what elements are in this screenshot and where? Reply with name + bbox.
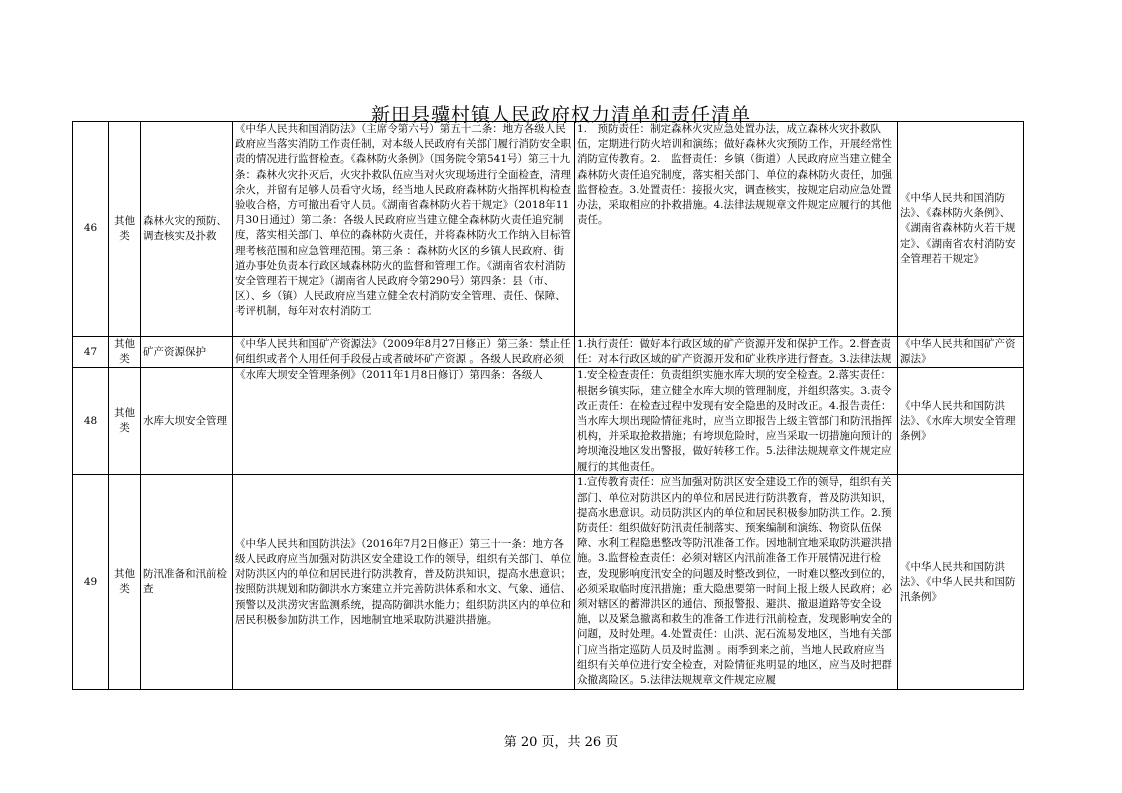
- reference-cell: 《中华人民共和国消防法》、《森林防火条例》、《湖南省森林防火若干规定》、《湖南省农村消防安全管理若干规定》: [898, 122, 1024, 337]
- reference-cell: 《中华人民共和国防洪法》、《中华人民共和国防汛条例》: [898, 475, 1024, 690]
- responsibility-cell: [575, 475, 898, 690]
- legal-basis-text: 《中华人民共和国防洪法》（2016年7月2日修正）第三十一条：地方各级人民政府应当加强对防洪区安全建设工作的领导，组织有关部门、单位对防洪区内的单位和居民进行防洪教育，普及防洪知识，提高水患意识；按照防洪规划和防御洪水方案建立并完善防洪体系和水文、气象、通信、预警以及洪涝灾害监测系统，提高防御洪水能力；组织防洪区内的单位和居民积极参加防洪工作，因地制宜地采取防洪避洪措施。: [235, 537, 571, 626]
- power-name-cell: 矿产资源保护: [141, 337, 233, 368]
- row-number: 49: [73, 475, 109, 690]
- legal-basis-text: 《中华人民共和国消防法》（主席令第六号）第五十二条：地方各级人民政府应当落实消防工作责任制，对本级人民政府有关部门履行消防安全职责的情况进行监督检查。《森林防火条例》（国务院令第541号）第三十九条：森林火灾扑灭后，火灾扑救队伍应当对火灾现场进行全面检查，清理余火，并留有足够人员看守火场，经当地人民政府森林防火指挥机构检查验收合格，方可撤出看守人员。《湖南省森林防火若干规定》（2018年11月30日通过）第二条：各级人民政府应当建立健全森林防火责任追究制度，落实相关部门、单位的森林防火责任，并将森林防火工作纳入目标管理考核范围和应急管理范围。第三条 ：森林防火区的乡镇人民政府、街道办事处负责本行政区域森林防火的监督和管理工作。《湖南省农村消防安全管理若干规定》（湖南省人民政府令第290号）第四条：县（市、区）、乡（镇）人民政府应当建立健全农村消防安全管理、责任、保障、考评机制，每年对农村消防工: [235, 123, 571, 318]
- page-title: 新田县骥村镇人民政府权力清单和责任清单: [370, 104, 751, 126]
- row-number: 47: [73, 337, 109, 368]
- responsibility-text: 1.宣传教育责任：应当加强对防洪区安全建设工作的领导，组织有关部门、单位对防洪区内的单位和居民进行防洪教育，普及防洪知识，提高水患意识。动员防洪区内的单位和居民积极参加防洪工作。2.预防责任：组织做好防汛责任制落实、预案编制和演练、物资队伍保障、水利工程隐患整改等防汛准备工作。因地制宜地采取防洪避洪措施。3.监督检查责任：必须对辖区内汛前准备工作开展情况进行检查，发现影响度汛安全的问题及时整改到位，一时难以整改到位的，必须采取临时度汛措施；重大隐患要第一时间上报上级人民政府；必须对辖区的蓄滞洪区的通信、预报警报、避洪、撤退道路等安全设施，以及紧急撤离和救生的准备工作进行汛前检查，发现影响安全的问题，及时处理。4.处置责任：山洪、泥石流易发地区，当地有关部门应当指定巡防人员及时监测 。雨季到来之前，当地人民政府应当组织有关单位进行安全检查，对险情征兆明显的地区，应当及时把群众撤离险区。5.法律法规规章文件规定应履: [577, 476, 892, 687]
- table-row: [73, 368, 1024, 475]
- responsibility-cell: [575, 122, 898, 337]
- power-name-cell: 水库大坝安全管理: [141, 368, 233, 475]
- table-row: [73, 122, 1024, 337]
- legal-basis-cell: [233, 337, 575, 368]
- page-footer: 第 20 页，共 26 页: [503, 735, 619, 750]
- power-responsibility-table: [72, 121, 1024, 690]
- category-cell: 其他类: [109, 337, 141, 368]
- table-row: [73, 337, 1024, 368]
- reference-cell: 《中华人民共和国防洪法》、《水库大坝安全管理条例》: [898, 368, 1024, 475]
- legal-basis-cell: [233, 122, 575, 337]
- legal-basis-text: 《中华人民共和国矿产资源法》（2009年8月27日修正）第三条：禁止任何组织或者个人用任何手段侵占或者破坏矿产资源 。各级人民政府必须: [235, 338, 571, 366]
- legal-basis-text: 《水库大坝安全管理条例》（2011年1月8日修订）第四条：各级人: [235, 369, 543, 382]
- category-cell: 其他类: [109, 122, 141, 337]
- legal-basis-cell: [233, 475, 575, 690]
- responsibility-text: 1.安全检查责任：负责组织实施水库大坝的安全检查。2.落实责任：根据乡镇实际，建立健全水库大坝的管理制度，并组织落实。3.责令改正责任：在检查过程中发现有安全隐患的及时改正。4.报告责任：当水库大坝出现险情征兆时，应当立即报告上级主管部门和防汛指挥机构，并采取抢救措施；有垮坝危险时，应当采取一切措施向预计的垮坝淹没地区发出警报，做好转移工作。5.法律法规规章文件规定应履行的其他责任。: [577, 369, 892, 473]
- table-row: [73, 475, 1024, 690]
- responsibility-cell: [575, 337, 898, 368]
- responsibility-cell: [575, 368, 898, 475]
- category-cell: 其他类: [109, 475, 141, 690]
- category-cell: 其他类: [109, 368, 141, 475]
- power-name-cell: 森林火灾的预防、调查核实及扑救: [141, 122, 233, 337]
- row-number: 46: [73, 122, 109, 337]
- responsibility-text: 1. 预防责任：制定森林火灾应急处置办法，成立森林火灾扑救队伍，定期进行防火培训和演练；做好森林火灾预防工作，开展经常性消防宣传教育。2. 监督责任：乡镇（街道）人民政府应当建立健全森林防火责任追究制度，落实相关部门、单位的森林防火责任，加强监督检查。3.处置责任：接报火灾，调查核实，按规定启动应急处置办法，采取相应的扑救措施。4.法律法规规章文件规定应履行的其他责任。: [577, 123, 892, 227]
- reference-cell: 《中华人民共和国矿产资源法》: [898, 337, 1024, 368]
- responsibility-text: 1.执行责任：做好本行政区域的矿产资源开发和保护工作。2.督查责任：对本行政区域的矿产资源开发和矿业秩序进行督查。3.法律法规: [577, 338, 892, 366]
- power-name-cell: 防汛准备和汛前检查: [141, 475, 233, 690]
- legal-basis-cell: [233, 368, 575, 475]
- row-number: 48: [73, 368, 109, 475]
